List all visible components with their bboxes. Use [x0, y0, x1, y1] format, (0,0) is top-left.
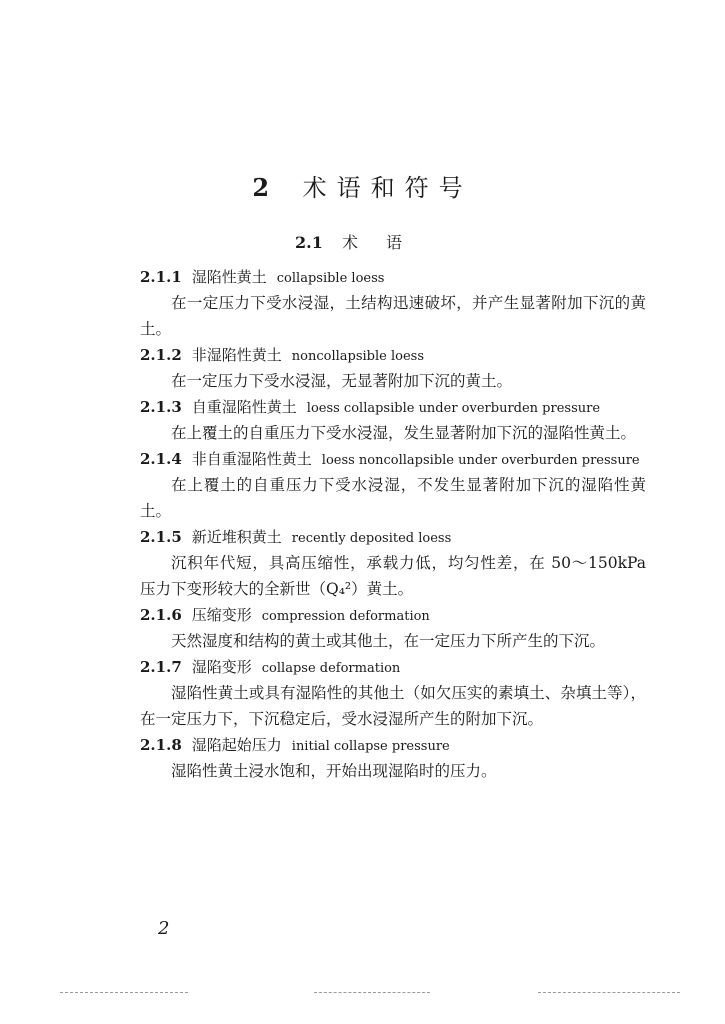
term-english: recently deposited loess: [291, 531, 452, 546]
term-heading: [140, 734, 646, 758]
term-english: loess collapsible under overburden pressure: [306, 401, 601, 416]
term-number: 2.1.5: [140, 528, 182, 546]
term-number: 2.1.8: [140, 736, 182, 754]
term-definition: 在上覆土的自重压力下受水浸湿，发生显著附加下沉的湿陷性黄土。: [171, 424, 637, 442]
term-chinese: 非自重湿陷性黄土: [191, 450, 312, 468]
term-entry: [140, 266, 646, 342]
term-chinese: 压缩变形: [191, 606, 252, 624]
term-definition: 在上覆土的自重压力下受水浸湿，不发生显著附加下沉的湿陷性黄土。: [140, 476, 646, 520]
term-english: noncollapsible loess: [291, 349, 425, 364]
term-definition: 在一定压力下受水浸湿，无显著附加下沉的黄土。: [171, 372, 513, 390]
term-number: 2.1.2: [140, 346, 182, 364]
term-entry: [140, 656, 646, 732]
term-heading: [140, 344, 646, 368]
term-number: 2.1.3: [140, 398, 182, 416]
term-definition: 在一定压力下受水浸湿，土结构迅速破坏，并产生显著附加下沉的黄土。: [140, 294, 646, 338]
term-definition: 湿陷性黄土浸水饱和，开始出现湿陷时的压力。: [171, 762, 497, 780]
term-heading: [140, 396, 646, 420]
term-number: 2.1.4: [140, 450, 182, 468]
footer-rule: [60, 992, 188, 993]
term-heading: [140, 266, 646, 290]
chapter-title-text: 术语和符号: [302, 174, 473, 202]
section-title-text: 术语: [341, 233, 430, 252]
section-number: 2.1: [295, 233, 323, 252]
chapter-number: 2: [252, 173, 280, 202]
footer-rule: [314, 992, 430, 993]
term-chinese: 新近堆积黄土: [191, 528, 282, 546]
term-entry: [140, 604, 646, 654]
term-english: loess noncollapsible under overburden pressure: [321, 453, 640, 468]
term-number: 2.1.6: [140, 606, 182, 624]
term-definition: 沉积年代短，具高压缩性，承载力低，均匀性差，在 50～150kPa 压力下变形较大的全新世（Q₄²）黄土。: [140, 554, 646, 598]
term-number: 2.1.7: [140, 658, 182, 676]
terms-list: [140, 266, 646, 786]
footer-rule: [538, 992, 680, 993]
term-entry: [140, 526, 646, 602]
term-english: collapse deformation: [261, 661, 401, 676]
term-heading: [140, 448, 646, 472]
term-chinese: 自重湿陷性黄土: [191, 398, 297, 416]
term-english: compression deformation: [261, 609, 430, 624]
term-entry: [140, 396, 646, 446]
section-title: [0, 230, 725, 253]
term-chinese: 湿陷变形: [191, 658, 252, 676]
page-number: 2: [158, 918, 170, 939]
term-heading: [140, 656, 646, 680]
term-definition: 湿陷性黄土或具有湿陷性的其他土（如欠压实的素填土、杂填土等），在一定压力下，下沉稳定后，受水浸湿所产生的附加下沉。: [140, 684, 646, 728]
term-english: collapsible loess: [276, 271, 385, 286]
term-number: 2.1.1: [140, 268, 182, 286]
term-entry: [140, 344, 646, 394]
term-heading: [140, 604, 646, 628]
term-english: initial collapse pressure: [291, 739, 450, 754]
term-entry: [140, 734, 646, 784]
term-chinese: 非湿陷性黄土: [191, 346, 282, 364]
term-chinese: 湿陷性黄土: [191, 268, 267, 286]
chapter-title: [0, 168, 725, 203]
term-entry: [140, 448, 646, 524]
term-heading: [140, 526, 646, 550]
term-chinese: 湿陷起始压力: [191, 736, 282, 754]
term-definition: 天然湿度和结构的黄土或其他土，在一定压力下所产生的下沉。: [171, 632, 606, 650]
